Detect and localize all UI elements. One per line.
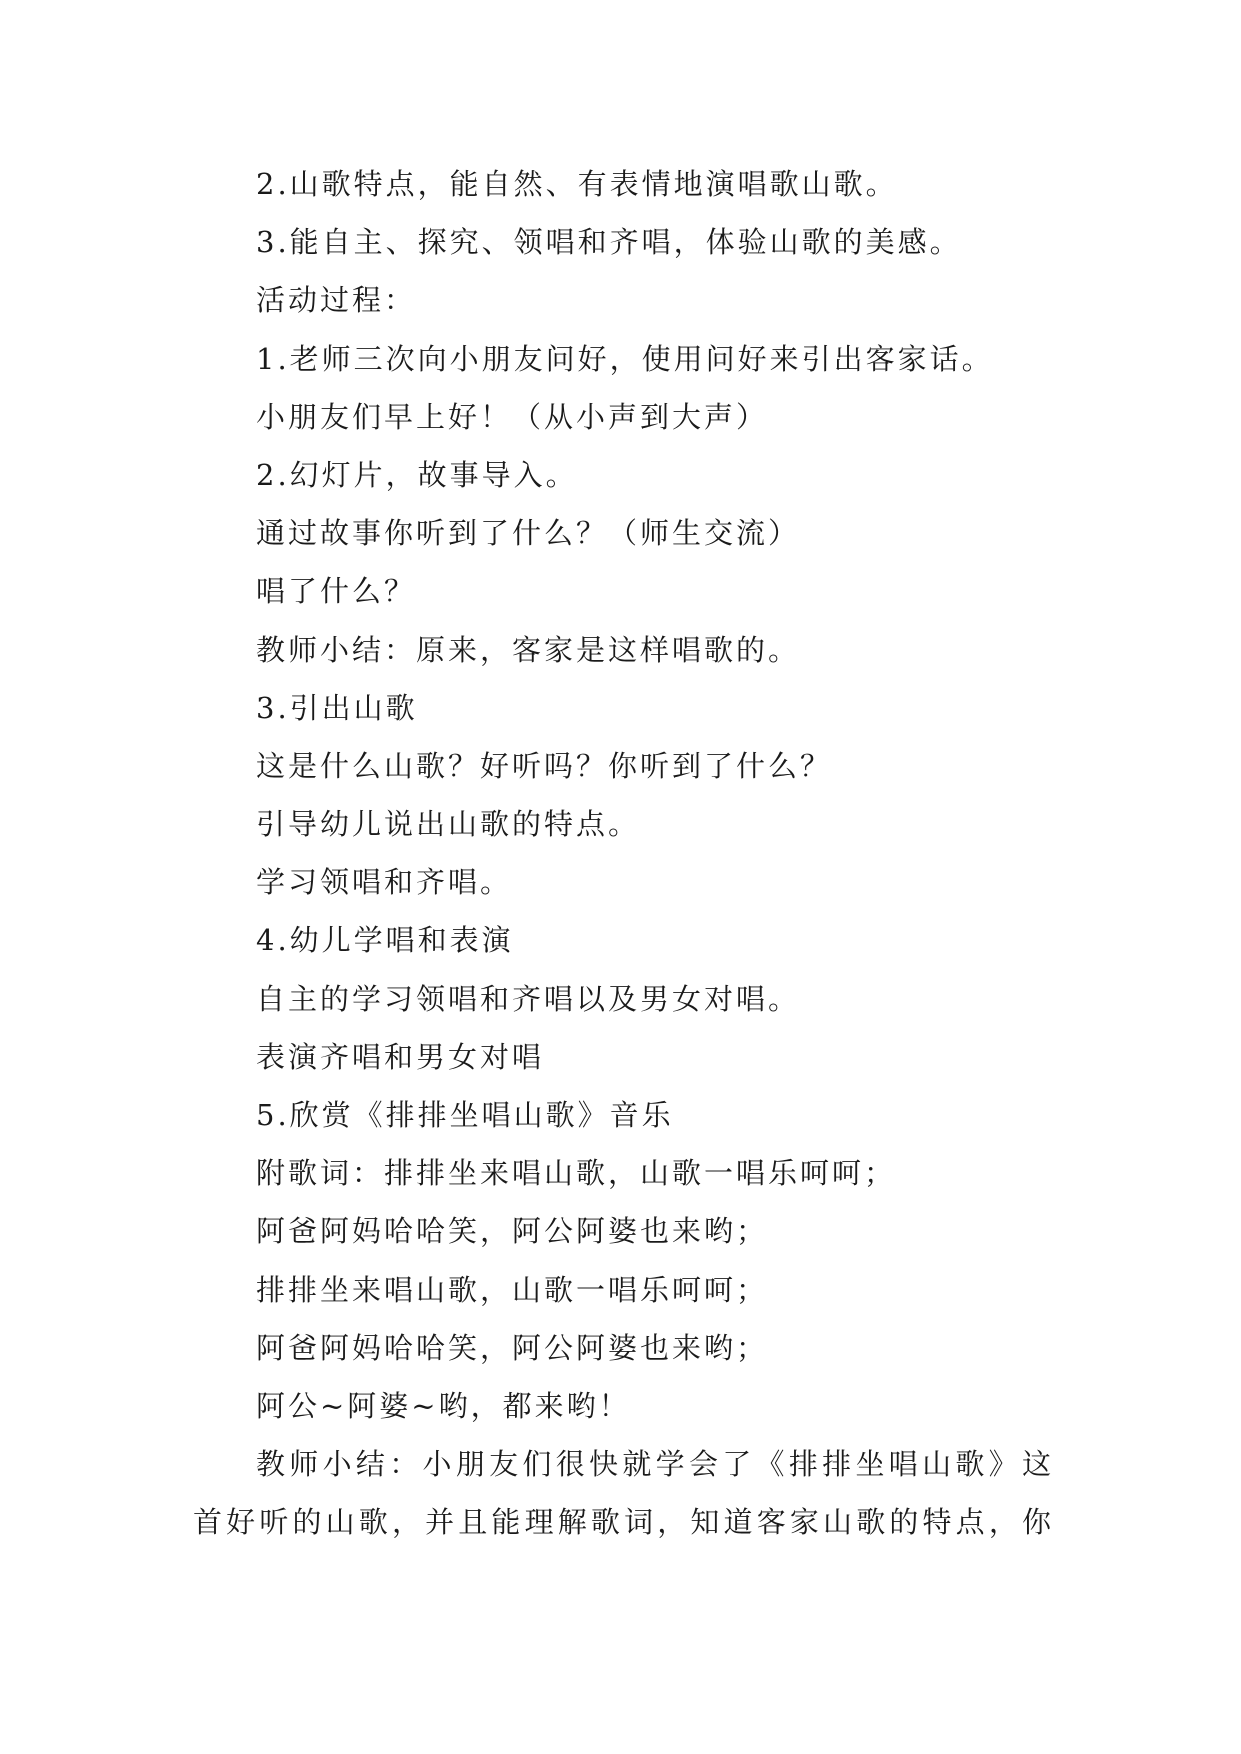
section-heading: 活动过程： <box>256 283 417 318</box>
lyrics-line: 阿爸阿妈哈哈笑，阿公阿婆也来哟； <box>256 1214 769 1249</box>
text-line: 表演齐唱和男女对唱 <box>256 1039 545 1074</box>
summary-line: 首好听的山歌，并且能理解歌词，知道客家山歌的特点，你 <box>193 1505 1053 1540</box>
text-line: 2.山歌特点，能自然、有表情地演唱歌山歌。 <box>256 167 898 201</box>
lyrics-line: 排排坐来唱山歌，山歌一唱乐呵呵； <box>256 1272 769 1307</box>
text-line: 小朋友们早上好！（从小声到大声） <box>256 399 769 434</box>
text-line: 自主的学习领唱和齐唱以及男女对唱。 <box>256 981 801 1016</box>
text-line: 5.欣赏《排排坐唱山歌》音乐 <box>256 1098 674 1132</box>
text-line: 3.能自主、探究、领唱和齐唱，体验山歌的美感。 <box>256 225 962 260</box>
text-line: 3.引出山歌 <box>256 690 418 725</box>
document-body <box>193 155 1053 1552</box>
text-line: 4.幼儿学唱和表演 <box>256 923 514 958</box>
summary-line: 教师小结：小朋友们很快就学会了《排排坐唱山歌》这 <box>256 1447 1053 1482</box>
text-line: 唱了什么？ <box>256 574 417 609</box>
text-line: 通过故事你听到了什么？（师生交流） <box>256 516 801 551</box>
text-line: 1.老师三次向小朋友问好，使用问好来引出客家话。 <box>256 341 994 376</box>
text-line: 引导幼儿说出山歌的特点。 <box>256 807 641 842</box>
text-line: 教师小结：原来，客家是这样唱歌的。 <box>256 632 801 667</box>
lyrics-line: 附歌词：排排坐来唱山歌，山歌一唱乐呵呵； <box>256 1156 897 1191</box>
text-line: 这是什么山歌？好听吗？你听到了什么？ <box>256 748 833 783</box>
lyrics-line: 阿公~阿婆~哟，都来哟！ <box>256 1388 631 1423</box>
text-line: 2.幻灯片，故事导入。 <box>256 457 578 492</box>
text-line: 学习领唱和齐唱。 <box>256 865 513 900</box>
lyrics-line: 阿爸阿妈哈哈笑，阿公阿婆也来哟； <box>256 1330 769 1365</box>
